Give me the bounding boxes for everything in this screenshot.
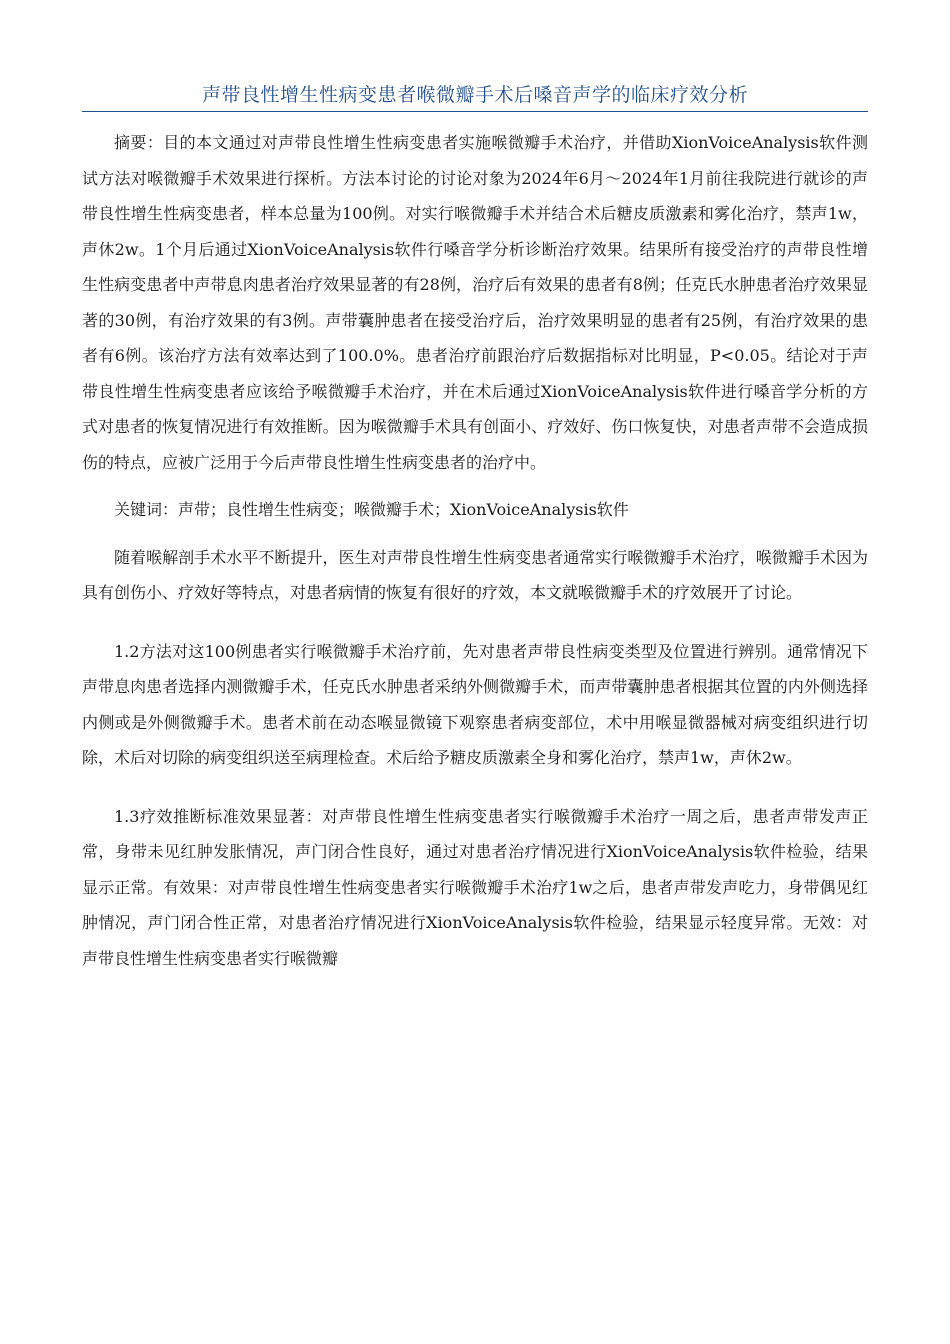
header-divider [82,111,868,112]
criteria-paragraph: 1.3疗效推断标准效果显著：对声带良性增生性病变患者实行喉微瓣手术治疗一周之后，患者声带发声正常，身带未见红肿发胀情况，声门闭合性良好，通过对患者治疗情况进行XionVoiceAnalysis软件检验，结果显示正常。有效果：对声带良性增生性病变患者实行喉微瓣手术治疗1w之后，患者声带发声吃力，身带偶见红肿情况，声门闭合性正常，对患者治疗情况进行XionVoiceAnalysis软件检验，结果显示轻度异常。无效：对声带良性增生性病变患者实行喉微瓣 [82,806,868,968]
document-page [82,0,868,976]
running-header-title: 声带良性增生性病变患者喉微瓣手术后嗓音声学的临床疗效分析 [201,84,748,106]
method-paragraph: 1.2方法对这100例患者实行喉微瓣手术治疗前，先对患者声带良性病变类型及位置进行辨别。通常情况下声带息肉患者选择内测微瓣手术，任克氏水肿患者采纳外侧微瓣手术，而声带囊肿患者根据其位置的内外侧选择内侧或是外侧微瓣手术。患者术前在动态喉显微镜下观察患者病变部位，术中用喉显微器械对病变组织进行切除，术后对切除的病变组织送至病理检查。术后给予糖皮质激素全身和雾化治疗，禁声1w，声休2w。 [82,641,868,767]
abstract-paragraph: 摘要：目的本文通过对声带良性增生性病变患者实施喉微瓣手术治疗，并借助XionVoiceAnalysis软件测试方法对喉微瓣手术效果进行探析。方法本讨论的讨论对象为2024年6月～2024年1月前往我院进行就诊的声带良性增生性病变患者，样本总量为100例。对实行喉微瓣手术并结合术后糖皮质激素和雾化治疗，禁声1w，声休2w。1个月后通过XionVoiceAnalysis软件行嗓音学分析诊断治疗效果。结果所有接受治疗的声带良性增生性病变患者中声带息肉患者治疗效果显著的有28例，治疗后有效果的患者有8例；任克氏水肿患者治疗效果显著的30例，有治疗效果的有3例。声带囊肿患者在接受治疗后，治疗效果明显的患者有25例，有治疗效果的患者有6例。该治疗方法有效率达到了100.0%。患者治疗前跟治疗后数据指标对比明显，P<0.05。结论对于声带良性增生性病变患者应该给予喉微瓣手术治疗，并在术后通过XionVoiceAnalysis软件进行嗓音学分析的方式对患者的恢复情况进行有效推断。因为喉微瓣手术具有创面小、疗效好、伤口恢复快，对患者声带不会造成损伤的特点，应被广泛用于今后声带良性增生性病变患者的治疗中。 [82,133,868,472]
introduction-paragraph: 随着喉解剖手术水平不断提升，医生对声带良性增生性病变患者通常实行喉微瓣手术治疗，喉微瓣手术因为具有创伤小、疗效好等特点，对患者病情的恢复有很好的疗效，本文就喉微瓣手术的疗效展开了讨论。 [82,547,868,602]
keywords-paragraph: 关键词：声带；良性增生性病变；喉微瓣手术；XionVoiceAnalysis软件 [114,500,629,519]
